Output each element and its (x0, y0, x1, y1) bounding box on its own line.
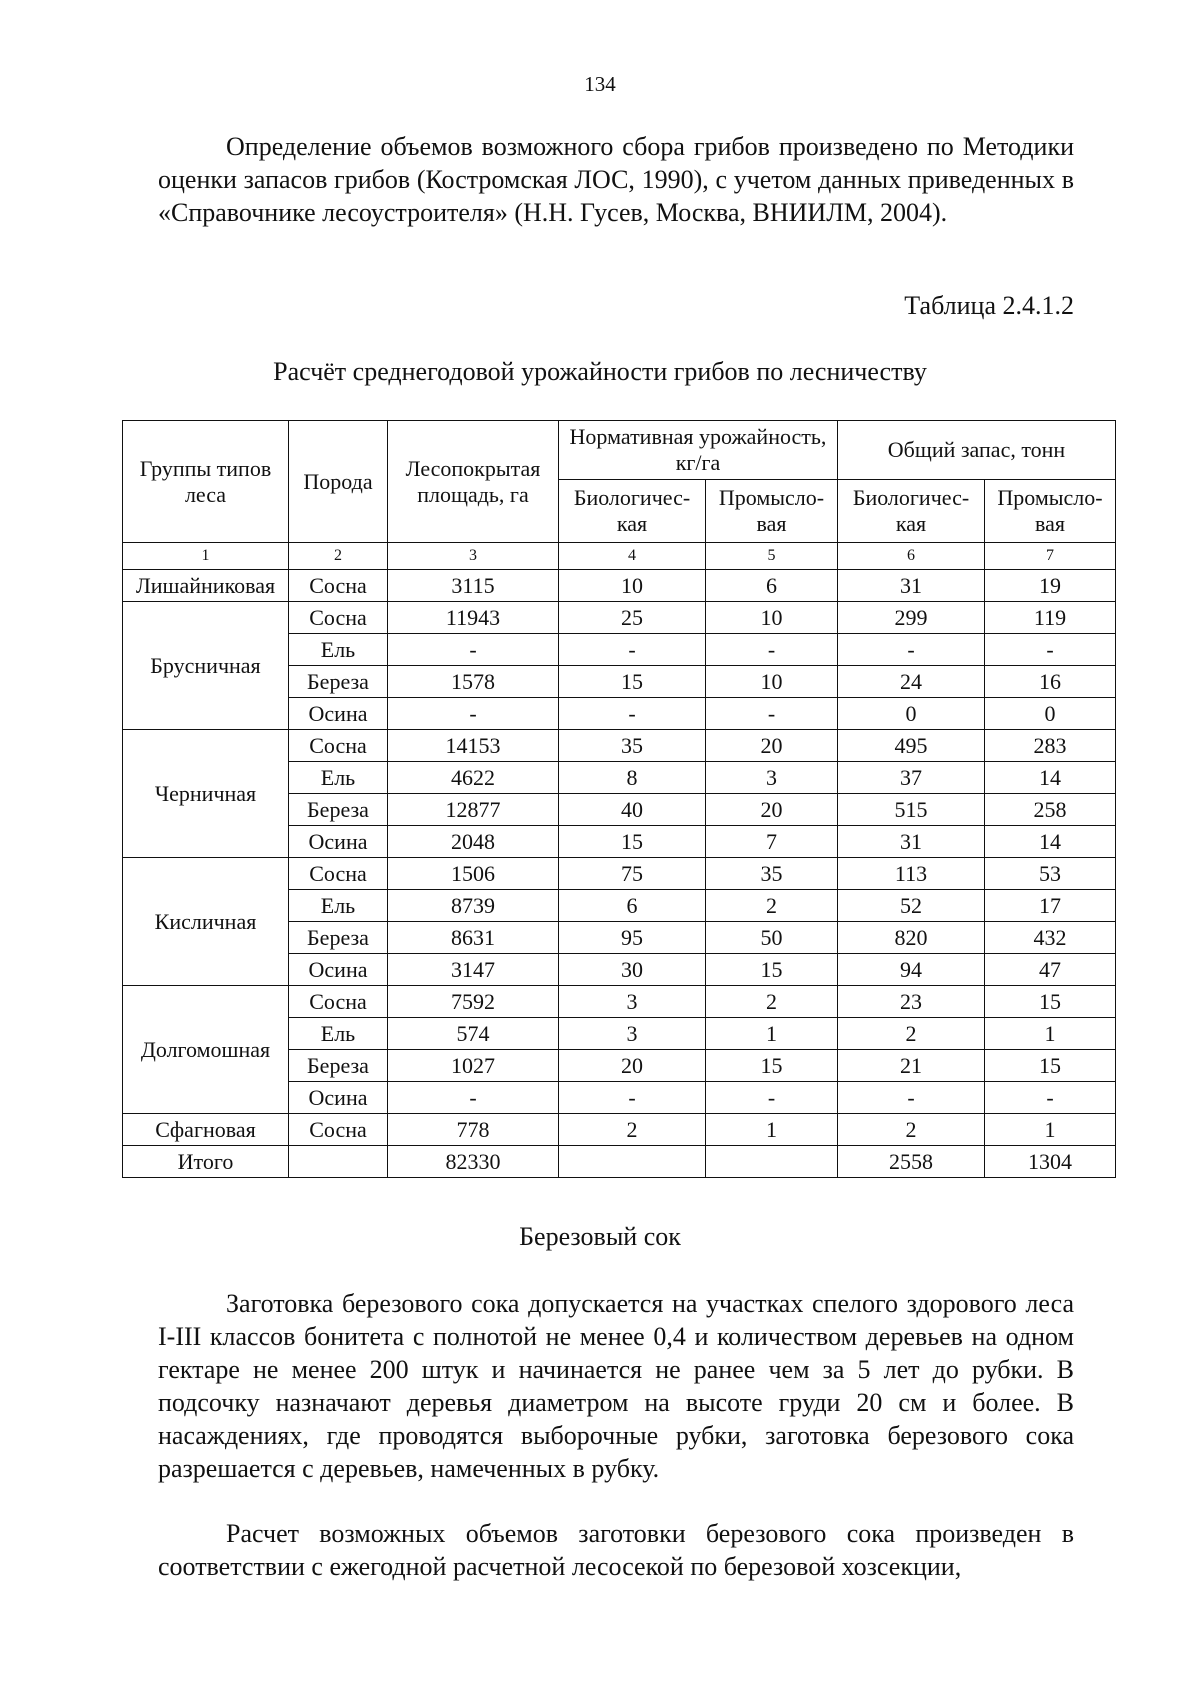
cell-bio-stock: 21 (838, 1050, 985, 1082)
cell-area: 12877 (388, 794, 559, 826)
cell-com-stock: 53 (985, 858, 1116, 890)
cell-bio-stock: 2 (838, 1114, 985, 1146)
table-number: Таблица 2.4.1.2 (904, 291, 1074, 320)
header-group: Группы типов леса (123, 421, 289, 543)
forest-type-group: Долгомошная (123, 986, 289, 1114)
column-number: 5 (706, 543, 838, 570)
cell-bio-yield: 30 (559, 954, 706, 986)
cell-com-stock: 14 (985, 826, 1116, 858)
cell-species: Ель (289, 1018, 388, 1050)
cell-com-stock: 1 (985, 1114, 1116, 1146)
header-total-stock: Общий запас, тонн (838, 421, 1116, 480)
cell-com-yield: 15 (706, 954, 838, 986)
cell-com-yield: - (706, 698, 838, 730)
cell-species: Сосна (289, 730, 388, 762)
cell-area: 7592 (388, 986, 559, 1018)
cell-com-yield: 6 (706, 570, 838, 602)
cell-bio-yield: 10 (559, 570, 706, 602)
cell-com-yield: 2 (706, 986, 838, 1018)
mushroom-yield-table (122, 420, 1116, 1178)
total-com-yield (706, 1146, 838, 1178)
cell-species: Ель (289, 634, 388, 666)
cell-bio-stock: 37 (838, 762, 985, 794)
cell-com-yield: - (706, 634, 838, 666)
cell-bio-stock: 31 (838, 826, 985, 858)
cell-com-yield: 20 (706, 794, 838, 826)
cell-species: Сосна (289, 570, 388, 602)
table-row (123, 986, 1116, 1018)
cell-bio-yield: 3 (559, 986, 706, 1018)
total-row (123, 1146, 1116, 1178)
cell-species: Сосна (289, 858, 388, 890)
birch-sap-paragraph: Заготовка березового сока допускается на участках спелого здорового леса I-III классов бонитета с полнотой не менее 0,4 и количеством деревьев на одном гектаре не менее 200 штук и начинается не ранее чем за 5 лет до рубки. В подсочку назначают деревья диаметром на высоте груди 20 см и более. В насаждениях, где проводятся выборочные рубки, заготовка березового сока разрешается с деревьев, намеченных в рубку. (158, 1289, 1074, 1483)
table-row (123, 570, 1116, 602)
cell-area: - (388, 1082, 559, 1114)
cell-area: 11943 (388, 602, 559, 634)
birch-sap-calc-paragraph: Расчет возможных объемов заготовки березового сока произведен в соответствии с ежегодной расчетной лесосекой по березовой хозсекции, (158, 1519, 1074, 1581)
cell-bio-stock: 113 (838, 858, 985, 890)
cell-bio-yield: 15 (559, 666, 706, 698)
cell-bio-yield: 35 (559, 730, 706, 762)
column-number: 1 (123, 543, 289, 570)
cell-area: 4622 (388, 762, 559, 794)
total-species (289, 1146, 388, 1178)
header-biological-yield: Биологичес-кая (559, 480, 706, 543)
cell-bio-yield: - (559, 634, 706, 666)
cell-bio-yield: 6 (559, 890, 706, 922)
cell-com-yield: 2 (706, 890, 838, 922)
header-commercial-yield: Промысло-вая (706, 480, 838, 543)
cell-bio-stock: 94 (838, 954, 985, 986)
total-com-stock: 1304 (985, 1146, 1116, 1178)
forest-type-group: Кисличная (123, 858, 289, 986)
cell-bio-yield: 20 (559, 1050, 706, 1082)
cell-com-yield: 1 (706, 1114, 838, 1146)
cell-species: Сосна (289, 986, 388, 1018)
cell-bio-stock: 299 (838, 602, 985, 634)
section-title: Березовый сок (519, 1222, 681, 1251)
page-number: 134 (584, 72, 616, 96)
cell-com-yield: 15 (706, 1050, 838, 1082)
cell-com-stock: 47 (985, 954, 1116, 986)
column-number: 4 (559, 543, 706, 570)
table-row (123, 858, 1116, 890)
cell-bio-yield: 15 (559, 826, 706, 858)
cell-bio-stock: 0 (838, 698, 985, 730)
cell-area: - (388, 634, 559, 666)
cell-area: 3147 (388, 954, 559, 986)
cell-com-stock: - (985, 1082, 1116, 1114)
cell-bio-stock: 495 (838, 730, 985, 762)
cell-com-yield: 7 (706, 826, 838, 858)
cell-com-stock: 15 (985, 986, 1116, 1018)
cell-bio-stock: - (838, 634, 985, 666)
cell-species: Ель (289, 762, 388, 794)
forest-type-group: Лишайниковая (123, 570, 289, 602)
cell-com-stock: 283 (985, 730, 1116, 762)
cell-com-stock: 119 (985, 602, 1116, 634)
forest-type-group: Черничная (123, 730, 289, 858)
cell-species: Ель (289, 890, 388, 922)
cell-com-stock: 0 (985, 698, 1116, 730)
cell-bio-stock: 24 (838, 666, 985, 698)
cell-bio-stock: 31 (838, 570, 985, 602)
cell-area: 778 (388, 1114, 559, 1146)
cell-area: 14153 (388, 730, 559, 762)
cell-species: Осина (289, 826, 388, 858)
table-row (123, 602, 1116, 634)
cell-bio-stock: 23 (838, 986, 985, 1018)
cell-area: 1506 (388, 858, 559, 890)
cell-bio-yield: 95 (559, 922, 706, 954)
cell-com-yield: 10 (706, 602, 838, 634)
cell-com-stock: - (985, 634, 1116, 666)
cell-com-yield: 10 (706, 666, 838, 698)
intro-paragraph: Определение объемов возможного сбора грибов произведено по Методики оценки запасов грибов (Костромская ЛОС, 1990), с учетом данных приведенных в «Справочнике лесоустроителя» (Н.Н. Гусев, Москва, ВНИИЛМ, 2004). (158, 132, 1074, 227)
cell-com-stock: 258 (985, 794, 1116, 826)
total-area: 82330 (388, 1146, 559, 1178)
header-commercial-stock: Промысло-вая (985, 480, 1116, 543)
total-bio-stock: 2558 (838, 1146, 985, 1178)
cell-bio-yield: 8 (559, 762, 706, 794)
cell-com-stock: 15 (985, 1050, 1116, 1082)
header-area: Лесопокрытая площадь, га (388, 421, 559, 543)
table-title: Расчёт среднегодовой урожайности грибов по лесничеству (273, 357, 927, 386)
column-number: 6 (838, 543, 985, 570)
cell-species: Береза (289, 1050, 388, 1082)
cell-species: Береза (289, 666, 388, 698)
forest-type-group: Брусничная (123, 602, 289, 730)
cell-bio-stock: 820 (838, 922, 985, 954)
total-bio-yield (559, 1146, 706, 1178)
cell-species: Сосна (289, 1114, 388, 1146)
cell-area: 8739 (388, 890, 559, 922)
cell-bio-stock: 515 (838, 794, 985, 826)
cell-com-yield: 20 (706, 730, 838, 762)
cell-com-stock: 16 (985, 666, 1116, 698)
cell-area: 2048 (388, 826, 559, 858)
table-row (123, 1114, 1116, 1146)
cell-area: - (388, 698, 559, 730)
cell-species: Осина (289, 698, 388, 730)
cell-species: Береза (289, 794, 388, 826)
cell-com-yield: 50 (706, 922, 838, 954)
cell-area: 574 (388, 1018, 559, 1050)
cell-com-yield: 1 (706, 1018, 838, 1050)
column-number: 7 (985, 543, 1116, 570)
cell-bio-yield: 2 (559, 1114, 706, 1146)
cell-bio-stock: 52 (838, 890, 985, 922)
cell-bio-stock: 2 (838, 1018, 985, 1050)
column-number: 3 (388, 543, 559, 570)
forest-type-group: Сфагновая (123, 1114, 289, 1146)
total-label: Итого (123, 1146, 289, 1178)
cell-bio-yield: 40 (559, 794, 706, 826)
column-number-row (123, 543, 1116, 570)
cell-area: 3115 (388, 570, 559, 602)
cell-species: Сосна (289, 602, 388, 634)
cell-com-yield: - (706, 1082, 838, 1114)
cell-bio-yield: 3 (559, 1018, 706, 1050)
header-biological-stock: Биологичес-кая (838, 480, 985, 543)
cell-com-stock: 432 (985, 922, 1116, 954)
cell-species: Береза (289, 922, 388, 954)
cell-com-stock: 17 (985, 890, 1116, 922)
cell-area: 1027 (388, 1050, 559, 1082)
cell-com-stock: 1 (985, 1018, 1116, 1050)
header-species: Порода (289, 421, 388, 543)
cell-bio-yield: - (559, 1082, 706, 1114)
cell-area: 8631 (388, 922, 559, 954)
table-row (123, 730, 1116, 762)
cell-com-yield: 35 (706, 858, 838, 890)
cell-bio-stock: - (838, 1082, 985, 1114)
cell-area: 1578 (388, 666, 559, 698)
cell-species: Осина (289, 1082, 388, 1114)
column-number: 2 (289, 543, 388, 570)
cell-com-yield: 3 (706, 762, 838, 794)
cell-bio-yield: - (559, 698, 706, 730)
cell-bio-yield: 75 (559, 858, 706, 890)
cell-bio-yield: 25 (559, 602, 706, 634)
cell-com-stock: 14 (985, 762, 1116, 794)
cell-species: Осина (289, 954, 388, 986)
header-norm-yield: Нормативная урожайность, кг/га (559, 421, 838, 480)
cell-com-stock: 19 (985, 570, 1116, 602)
table-body (123, 570, 1116, 1146)
